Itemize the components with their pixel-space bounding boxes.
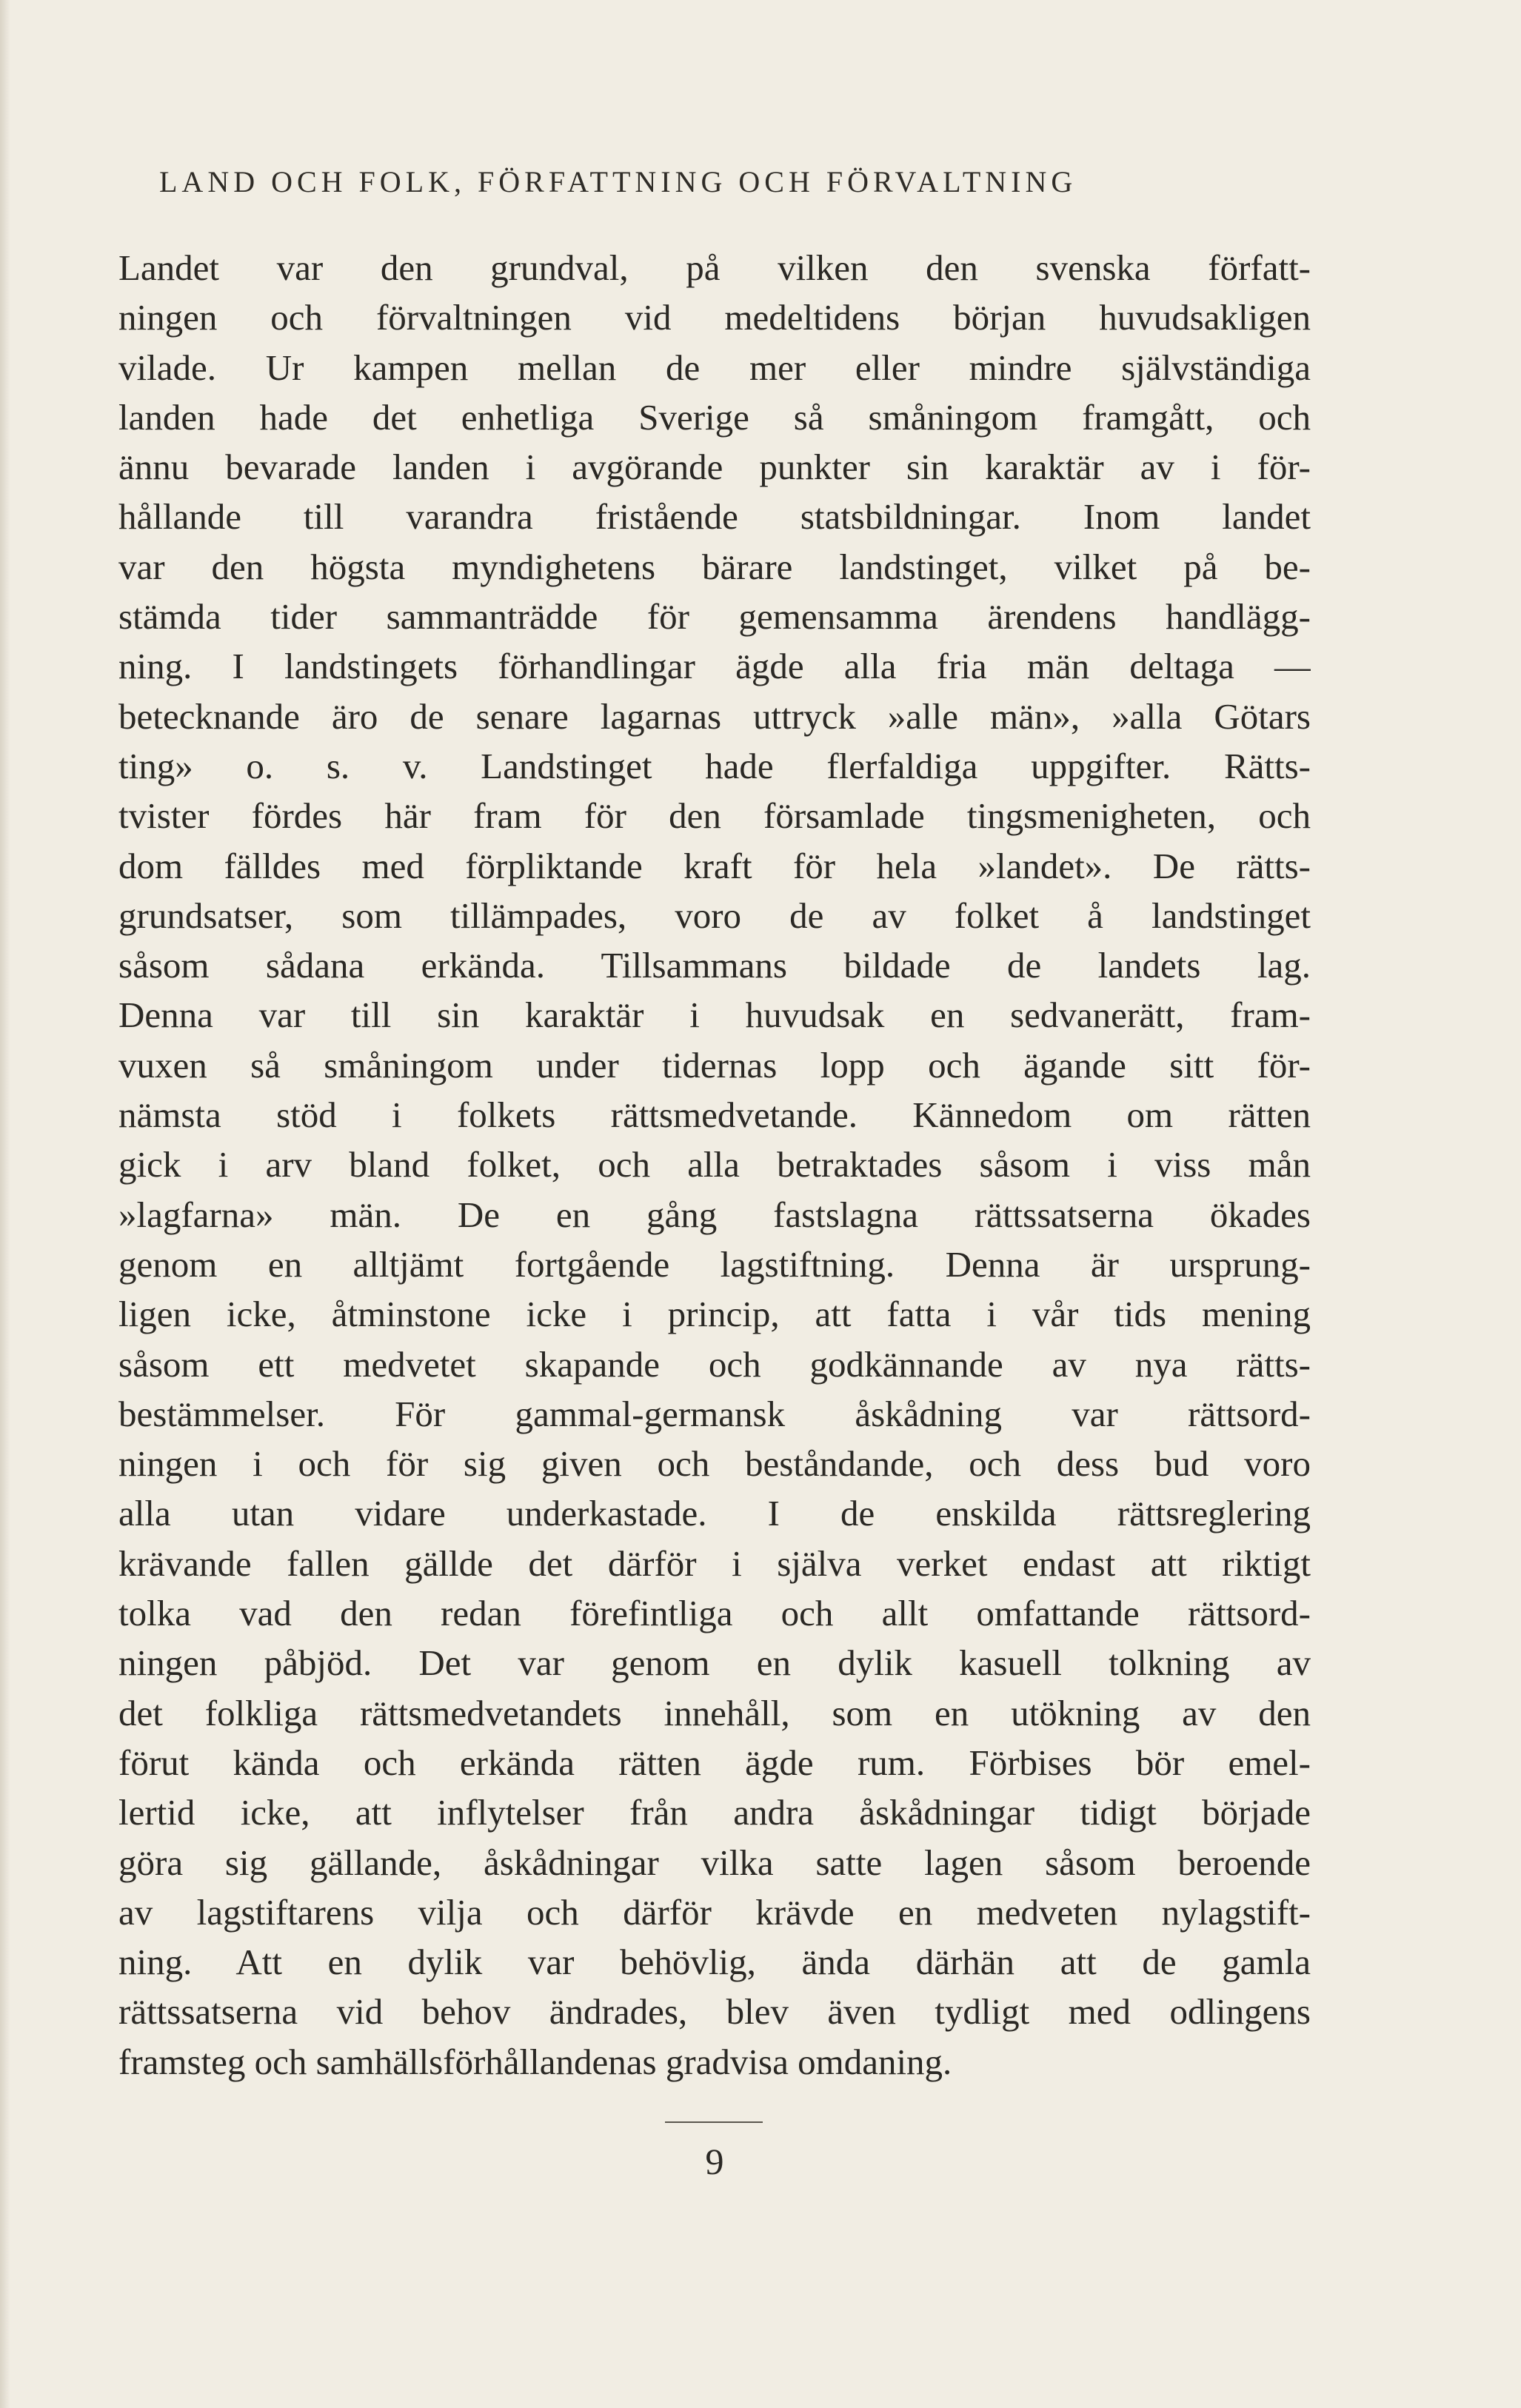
text-line: genom en alltjämt fortgående lagstiftning. Denna är ursprung- (118, 1243, 1311, 1285)
body-text (118, 243, 1311, 2087)
text-line: Denna var till sin karaktär i huvudsak en sedvanerätt, fram- (118, 994, 1311, 1036)
text-line: dom fälldes med förpliktande kraft för hela »landet». De rätts- (118, 845, 1311, 886)
text-line: nämsta stöd i folkets rättsmedvetande. Kännedom om rätten (118, 1094, 1311, 1136)
text-line: landen hade det enhetliga Sverige så småningom framgått, och (118, 396, 1311, 438)
running-head: LAND OCH FOLK, FÖRFATTNING OCH FÖRVALTNING (159, 165, 1077, 198)
text-line: »lagfarna» män. De en gång fastslagna rättssatserna ökades (118, 1194, 1311, 1235)
text-line: ännu bevarade landen i avgörande punkter sin karaktär av i för- (118, 447, 1311, 488)
text-line: ligen icke, åtminstone icke i princip, att fatta i vår tids mening (118, 1294, 1311, 1335)
text-line: Landet var den grundval, på vilken den svenska författ- (118, 247, 1311, 288)
text-line: betecknande äro de senare lagarnas uttryck »alle män», »alla Götars (118, 695, 1311, 737)
text-line: såsom ett medvetet skapande och godkännande av nya rätts- (118, 1343, 1311, 1385)
text-line: stämda tider sammanträdde för gemensamma ärendens handlägg- (118, 596, 1311, 638)
text-line: bestämmelser. För gammal-germansk åskådning var rättsord- (118, 1393, 1311, 1434)
text-line: såsom sådana erkända. Tillsammans bildade de landets lag. (118, 945, 1311, 986)
text-line: ning. I landstingets förhandlingar ägde alla fria män deltaga — (118, 646, 1311, 687)
page-number: 9 (705, 2141, 724, 2182)
text-line: rättssatserna vid behov ändrades, blev även tydligt med odlingens (118, 1991, 1311, 2033)
page-gutter-shadow (0, 0, 10, 2408)
text-line: ting» o. s. v. Landstinget hade flerfaldiga uppgifter. Rätts- (118, 745, 1311, 786)
text-line: lertid icke, att inflytelser från andra åskådningar tidigt började (118, 1792, 1311, 1833)
text-line: framsteg och samhällsförhållandenas gradvisa omdaning. (118, 2041, 952, 2082)
text-line: vuxen så småningom under tidernas lopp och ägande sitt för- (118, 1044, 1311, 1086)
text-line: det folkliga rättsmedvetandets innehåll, som en utökning av den (118, 1692, 1311, 1733)
text-line: gick i arv bland folket, och alla betraktades såsom i viss mån (118, 1144, 1311, 1185)
text-line: tolka vad den redan förefintliga och allt omfattande rättsord- (118, 1593, 1311, 1634)
text-line: alla utan vidare underkastade. I de enskilda rättsreglering (118, 1493, 1311, 1534)
text-line: hållande till varandra fristående statsbildningar. Inom landet (118, 496, 1311, 538)
text-line: ningen påbjöd. Det var genom en dylik kasuell tolkning av (118, 1642, 1311, 1684)
page-number-rule (665, 2121, 763, 2123)
text-line: av lagstiftarens vilja och därför krävde en medveten nylagstift- (118, 1891, 1311, 1933)
text-line: göra sig gällande, åskådningar vilka satte lagen såsom beroende (118, 1842, 1311, 1883)
text-line: vilade. Ur kampen mellan de mer eller mindre självständiga (118, 347, 1311, 388)
text-line: tvister fördes här fram för den församlade tingsmenigheten, och (118, 795, 1311, 837)
text-line: ningen och förvaltningen vid medeltidens början huvudsakligen (118, 297, 1311, 338)
text-line: krävande fallen gällde det därför i själva verket endast att riktigt (118, 1542, 1311, 1584)
text-line: grundsatser, som tillämpades, voro de av folket å landstinget (118, 894, 1311, 936)
text-line: var den högsta myndighetens bärare landstinget, vilket på be- (118, 546, 1311, 587)
text-line: ningen i och för sig given och beståndande, och dess bud voro (118, 1443, 1311, 1485)
text-line: ning. Att en dylik var behövlig, ända därhän att de gamla (118, 1942, 1311, 1983)
text-line: förut kända och erkända rätten ägde rum. Förbises bör emel- (118, 1742, 1311, 1783)
